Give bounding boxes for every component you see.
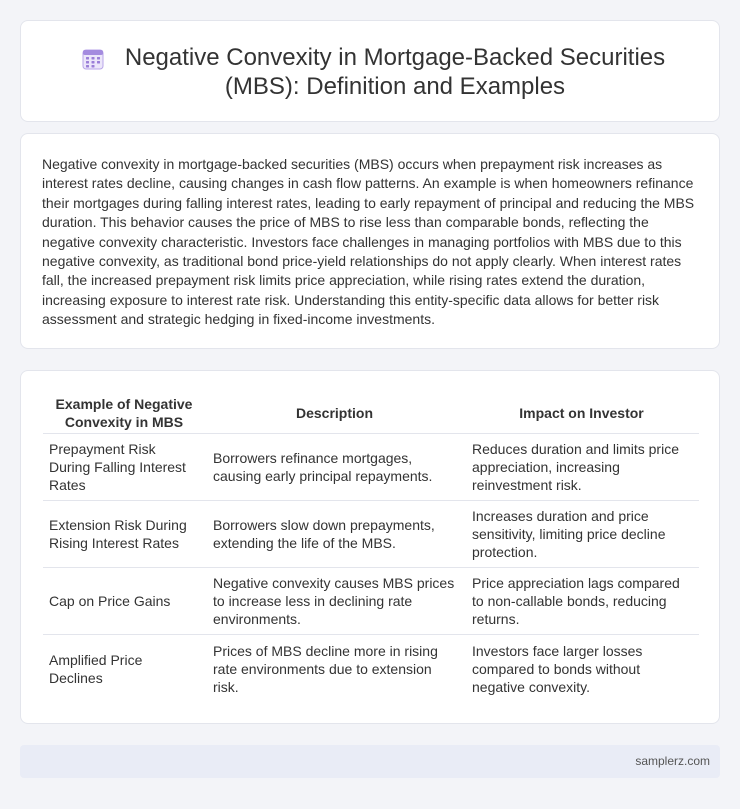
- footer-bar: [20, 745, 720, 778]
- cell-description: Prices of MBS decline more in rising rate environments due to extension risk.: [213, 642, 438, 695]
- table-card: [20, 370, 720, 724]
- examples-table: [43, 393, 699, 702]
- cell-example: Extension Risk During Rising Interest Rates: [43, 501, 205, 568]
- cell-impact: Price appreciation lags compared to non-callable bonds, reducing returns.: [464, 568, 699, 635]
- column-header-impact: Impact on Investor: [464, 393, 699, 434]
- table-row: [43, 501, 699, 568]
- cell-description: Borrowers slow down prepayments, extending the life of the MBS.: [205, 501, 464, 568]
- cell-description: Negative convexity causes MBS prices to increase less in declining rate environments.: [205, 568, 464, 635]
- table-row: [43, 568, 699, 635]
- page-title: Negative Convexity in Mortgage-Backed Securities (MBS): Definition and Examples: [124, 44, 666, 100]
- table-row: [43, 635, 699, 702]
- title-card: [20, 20, 720, 122]
- intro-card: [20, 133, 720, 349]
- cell-example: Amplified Price Declines: [49, 651, 143, 686]
- table-row: [43, 434, 699, 501]
- cell-impact: Increases duration and price sensitivity, limiting price decline protection.: [464, 501, 699, 568]
- cell-example: Cap on Price Gains: [43, 568, 205, 635]
- cell-impact: Reduces duration and limits price appreciation, increasing reinvestment risk.: [464, 434, 699, 501]
- cell-impact: Investors face larger losses compared to bonds without negative convexity.: [472, 642, 643, 695]
- table-header-row: [43, 393, 699, 434]
- column-header-description: Description: [205, 393, 464, 434]
- cell-description: Borrowers refinance mortgages, causing early principal repayments.: [205, 434, 464, 501]
- column-header-example: Example of Negative Convexity in MBS: [43, 393, 205, 434]
- intro-paragraph: Negative convexity in mortgage-backed securities (MBS) occurs when prepayment risk increases as interest rates decline, causing changes in cash flow patterns. An example is when homeowners refinance their mortgages during falling interest rates, leading to early repayment of principal and reducing the MBS duration. This behavior causes the price of MBS to rise less than comparable bonds, reflecting the negative convexity characteristic. Investors face challenges in managing portfolios with MBS due to this negative convexity, as traditional bond price-yield relationships do not apply clearly. When interest rates fall, the increased prepayment risk limits price appreciation, while rising rates extend the duration, increasing exposure to interest rate risk. Understanding this entity-specific data allows for better risk assessment and strategic hedging in fixed-income investments.: [42, 156, 695, 328]
- cell-example: Prepayment Risk During Falling Interest Rates: [43, 434, 205, 501]
- footer-site-link[interactable]: samplerz.com: [635, 754, 710, 768]
